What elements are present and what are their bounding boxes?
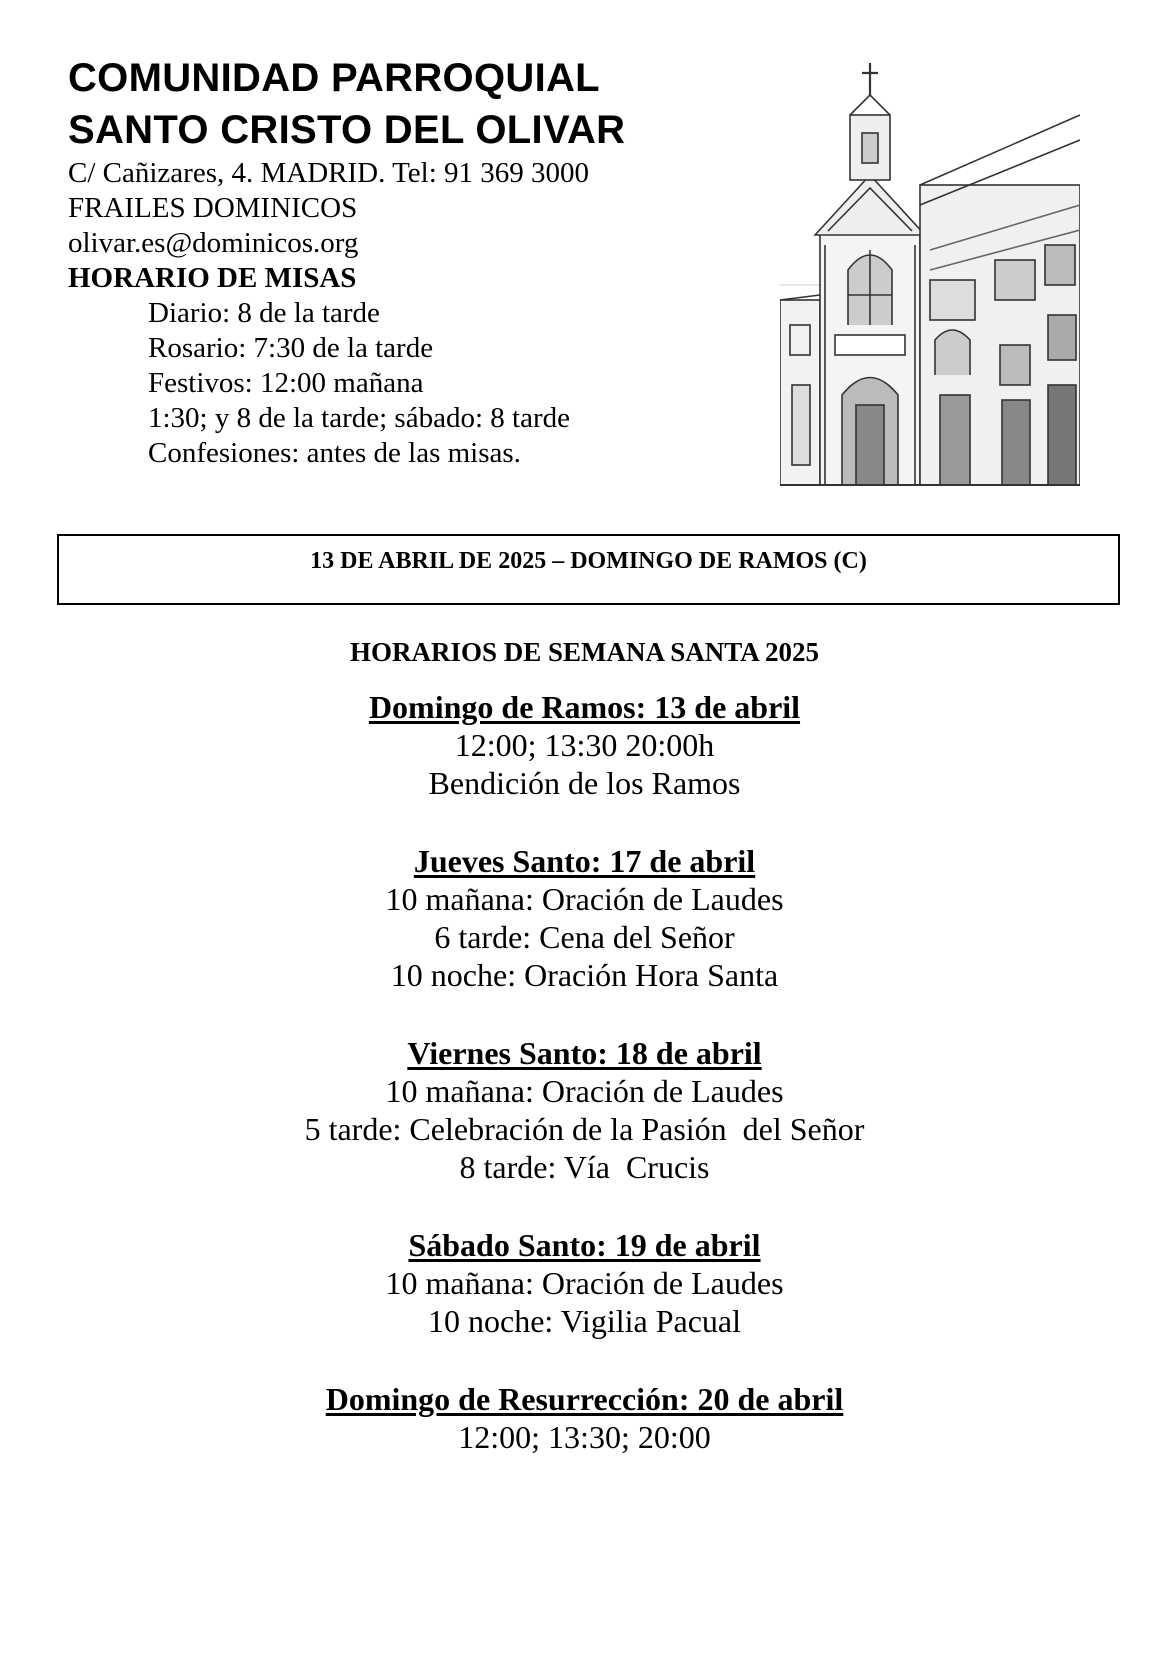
mass-line-evening: 1:30; y 8 de la tarde; sábado: 8 tarde <box>148 402 570 434</box>
day-line: 10 noche: Oración Hora Santa <box>390 957 779 993</box>
mass-line-confessions: Confesiones: antes de las misas. <box>148 437 521 469</box>
parish-header <box>68 52 768 471</box>
day-heading: Domingo de Resurrección: 20 de abril <box>325 1381 844 1417</box>
parish-name-line1: COMUNIDAD PARROQUIAL <box>68 56 600 100</box>
liturgical-date-text: 13 DE ABRIL DE 2025 – DOMINGO DE RAMOS (C) <box>310 548 867 574</box>
day-heading: Viernes Santo: 18 de abril <box>407 1035 762 1071</box>
day-line: 5 tarde: Celebración de la Pasión del Señor <box>304 1111 865 1147</box>
day-good-friday <box>0 1034 1169 1186</box>
parish-email: olivar.es@dominicos.org <box>68 227 359 259</box>
day-line: 10 mañana: Oración de Laudes <box>385 1265 784 1301</box>
day-line: 12:00; 13:30; 20:00 <box>458 1419 711 1455</box>
parish-name-line2: SANTO CRISTO DEL OLIVAR <box>68 108 626 152</box>
day-line: 10 noche: Vigilia Pacual <box>428 1303 741 1339</box>
mass-line-daily: Diario: 8 de la tarde <box>148 297 380 329</box>
day-heading: Jueves Santo: 17 de abril <box>413 843 756 879</box>
liturgical-date-box <box>57 534 1120 605</box>
day-line: 12:00; 13:30 20:00h <box>454 727 715 763</box>
day-heading: Sábado Santo: 19 de abril <box>408 1227 761 1263</box>
day-line: Bendición de los Ramos <box>428 765 741 801</box>
holy-week-schedule <box>0 632 1169 1496</box>
day-line: 10 mañana: Oración de Laudes <box>385 1073 784 1109</box>
parish-address: C/ Cañizares, 4. MADRID. Tel: 91 369 3000 <box>68 157 589 189</box>
day-line: 6 tarde: Cena del Señor <box>434 919 735 955</box>
day-heading: Domingo de Ramos: 13 de abril <box>368 689 801 725</box>
mass-line-holidays: Festivos: 12:00 mañana <box>148 367 424 399</box>
mass-schedule-list <box>148 296 768 471</box>
mass-schedule-heading: HORARIO DE MISAS <box>68 262 357 294</box>
day-line: 8 tarde: Vía Crucis <box>459 1149 710 1185</box>
day-easter-sunday <box>0 1380 1169 1456</box>
day-holy-thursday <box>0 842 1169 994</box>
schedule-title: HORARIOS DE SEMANA SANTA 2025 <box>349 637 820 667</box>
parish-order: FRAILES DOMINICOS <box>68 192 358 224</box>
day-line: 10 mañana: Oración de Laudes <box>385 881 784 917</box>
day-palm-sunday <box>0 688 1169 802</box>
church-facade-illustration <box>780 55 1080 490</box>
day-holy-saturday <box>0 1226 1169 1340</box>
mass-line-rosary: Rosario: 7:30 de la tarde <box>148 332 434 364</box>
